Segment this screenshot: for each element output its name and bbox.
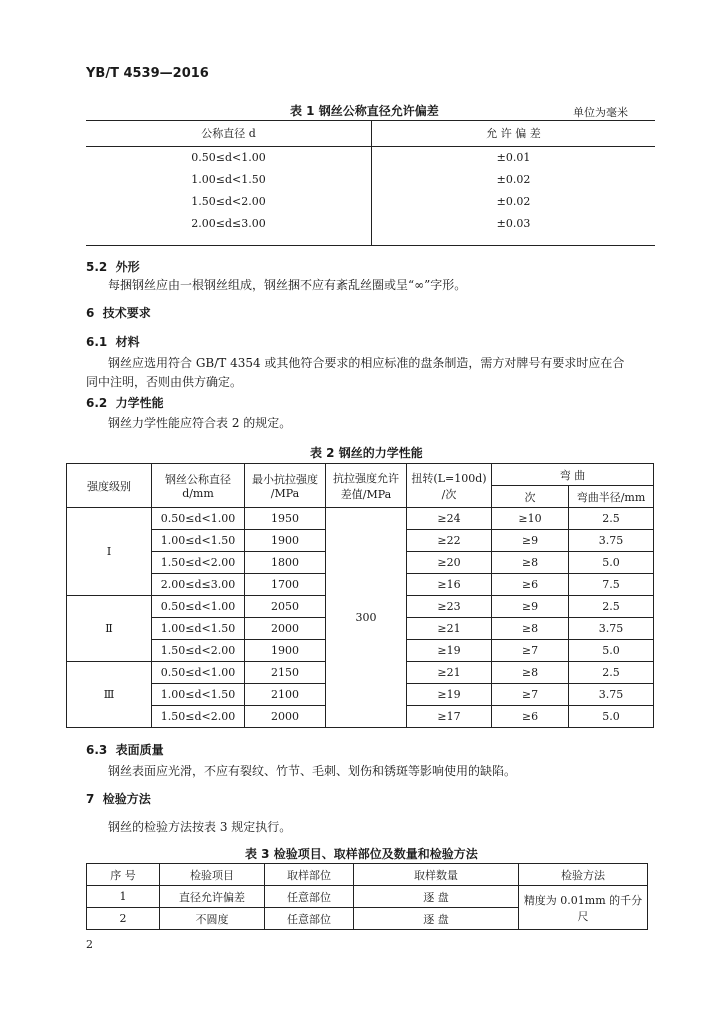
table2-header-tensile [245,464,326,508]
table2-cell-bn: ≥9 [492,530,569,552]
table2-cell-bn: ≥8 [492,618,569,640]
table2 [66,463,654,728]
section-title: 检验方法 [102,792,151,806]
table2-grade: Ⅲ [67,662,152,728]
table2-cell-bn: ≥9 [492,596,569,618]
table1-cell-tol: ±0.02 [496,172,531,186]
table1-header-diameter: 公称直径 d [201,127,256,140]
section-6-3-heading [86,741,164,758]
table2-cell-d: 0.50≤d<1.00 [152,662,245,684]
table2-cell-r: 5.0 [569,706,654,728]
table1-caption: 表 1 钢丝公称直径允许偏差 [290,104,439,118]
table2-cell-tw: ≥21 [407,618,492,640]
table2-cell-bn: ≥10 [492,508,569,530]
table3-header-item: 检验项目 [160,864,265,886]
table2-cell-bn: ≥6 [492,574,569,596]
table2-cell-r: 2.5 [569,596,654,618]
table2-cell-r: 5.0 [569,640,654,662]
table3-cell-no: 1 [87,886,160,908]
section-number: 6.2 [86,396,108,410]
table3-cell-no: 2 [87,908,160,930]
table3 [86,863,648,930]
section-6-2-heading [86,394,164,411]
table1-cell-tol: ±0.01 [496,150,531,164]
table2-cell-tw: ≥19 [407,684,492,706]
table2-cell-d: 1.00≤d<1.50 [152,618,245,640]
section-title: 材料 [115,335,140,349]
table3-header-no: 序 号 [87,864,160,886]
table2-cell-d: 1.50≤d<2.00 [152,640,245,662]
table1-cell-d: 2.00≤d≤3.00 [191,216,266,230]
header-line: 钢丝公称直径 [165,473,231,486]
section-6-1-text-line1: 钢丝应选用符合 GB/T 4354 或其他符合要求的相应标准的盘条制造，需方对牌号有要求时应在合 [108,356,625,370]
table2-cell-ts: 1700 [245,574,326,596]
standard-number: YB/T 4539—2016 [86,66,209,81]
table2-header-bend: 弯 曲 [492,464,654,486]
table2-cell-bn: ≥8 [492,552,569,574]
page-number: 2 [86,938,93,951]
table1-cell-d: 1.00≤d<1.50 [191,172,266,186]
table2-cell-d: 0.50≤d<1.00 [152,596,245,618]
section-6-1-text-line2: 同中注明，否则由供方确定。 [86,375,243,389]
table3-caption: 表 3 检验项目、取样部位及数量和检验方法 [245,847,478,861]
table3-cell-item: 直径允许偏差 [160,886,265,908]
table2-cell-d: 1.00≤d<1.50 [152,530,245,552]
table2-cell-d: 2.00≤d≤3.00 [152,574,245,596]
table2-header-diameter [152,464,245,508]
table2-cell-d: 0.50≤d<1.00 [152,508,245,530]
table2-grade: Ⅰ [67,508,152,596]
table-row [67,508,654,530]
table3-cell-item: 不圆度 [160,908,265,930]
table2-cell-tw: ≥17 [407,706,492,728]
section-number: 5.2 [86,260,108,274]
table2-cell-tw: ≥16 [407,574,492,596]
header-line: /MPa [270,487,300,500]
header-line: 抗拉强度允许 [333,471,399,485]
table3-header-method: 检验方法 [519,864,648,886]
table2-cell-bn: ≥7 [492,684,569,706]
table2-cell-d: 1.50≤d<2.00 [152,552,245,574]
header-line: 扭转(L=100d) [411,471,487,485]
section-number: 6 [86,306,95,320]
table2-cell-tw: ≥20 [407,552,492,574]
table1-cell-d: 0.50≤d<1.00 [191,150,266,164]
section-title: 外形 [115,260,140,274]
section-number: 7 [86,792,95,806]
table2-cell-bn: ≥7 [492,640,569,662]
table1-header-tolerance: 允 许 偏 差 [486,127,541,140]
table2-header-torsion [407,464,492,508]
table2-cell-d: 1.50≤d<2.00 [152,706,245,728]
table2-cell-ts: 2050 [245,596,326,618]
table2-range-value: 300 [326,508,407,728]
section-title: 力学性能 [115,396,164,410]
table2-header-bend-times: 次 [492,486,569,508]
table2-cell-tw: ≥21 [407,662,492,684]
table2-cell-ts: 2000 [245,706,326,728]
section-number: 6.1 [86,335,108,349]
table3-cell-quantity: 逐 盘 [354,886,519,908]
table2-caption: 表 2 钢丝的力学性能 [310,446,423,460]
section-6-2-text: 钢丝力学性能应符合表 2 的规定。 [108,416,292,430]
table2-cell-r: 3.75 [569,530,654,552]
table3-header-position: 取样部位 [265,864,354,886]
table2-cell-bn: ≥6 [492,706,569,728]
table2-cell-r: 2.5 [569,662,654,684]
table1-unit: 单位为毫米 [573,106,628,119]
section-7-heading [86,790,151,807]
section-number: 6.3 [86,743,108,757]
section-5-2-text: 每捆钢丝应由一根钢丝组成，钢丝捆不应有紊乱丝圈或呈“∞”字形。 [108,278,467,292]
header-line: 差值/MPa [340,487,392,501]
table-row [86,212,656,234]
table2-header-range [326,464,407,508]
table1-cell-d: 1.50≤d<2.00 [191,194,266,208]
table3-cell-position: 任意部位 [265,886,354,908]
table2-cell-ts: 1900 [245,640,326,662]
section-title: 表面质量 [115,743,164,757]
table3-cell-position: 任意部位 [265,908,354,930]
table2-cell-tw: ≥23 [407,596,492,618]
table2-cell-ts: 1950 [245,508,326,530]
table2-header-bend-radius: 弯曲半径/mm [569,486,654,508]
table2-cell-r: 3.75 [569,684,654,706]
header-line: /次 [441,487,457,501]
table2-grade: Ⅱ [67,596,152,662]
section-6-heading [86,304,151,321]
table2-cell-r: 2.5 [569,508,654,530]
section-6-1-heading [86,333,140,350]
table2-cell-ts: 2100 [245,684,326,706]
header-line: d/mm [182,487,214,500]
table2-cell-tw: ≥22 [407,530,492,552]
table-row [87,886,648,908]
table1 [86,120,656,234]
table-row [86,146,656,168]
table1-cell-tol: ±0.03 [496,216,531,230]
table2-cell-r: 7.5 [569,574,654,596]
table-row [86,168,656,190]
table3-header-quantity: 取样数量 [354,864,519,886]
table2-cell-bn: ≥8 [492,662,569,684]
header-line: 最小抗拉强度 [252,473,318,486]
table2-header-grade: 强度级别 [67,464,152,508]
table2-cell-ts: 2150 [245,662,326,684]
table3-cell-method: 精度为 0.01mm 的千分尺 [519,886,648,930]
section-6-3-text: 钢丝表面应光滑，不应有裂纹、竹节、毛刺、划伤和锈斑等影响使用的缺陷。 [108,764,517,778]
section-5-2-heading [86,258,140,275]
section-7-text: 钢丝的检验方法按表 3 规定执行。 [108,820,292,834]
table2-cell-tw: ≥19 [407,640,492,662]
table2-cell-d: 1.00≤d<1.50 [152,684,245,706]
table3-cell-quantity: 逐 盘 [354,908,519,930]
table2-cell-r: 3.75 [569,618,654,640]
table2-cell-ts: 1900 [245,530,326,552]
table2-cell-ts: 2000 [245,618,326,640]
table-row [86,190,656,212]
table2-cell-ts: 1800 [245,552,326,574]
section-title: 技术要求 [102,306,151,320]
table2-cell-tw: ≥24 [407,508,492,530]
table2-cell-r: 5.0 [569,552,654,574]
table1-cell-tol: ±0.02 [496,194,531,208]
